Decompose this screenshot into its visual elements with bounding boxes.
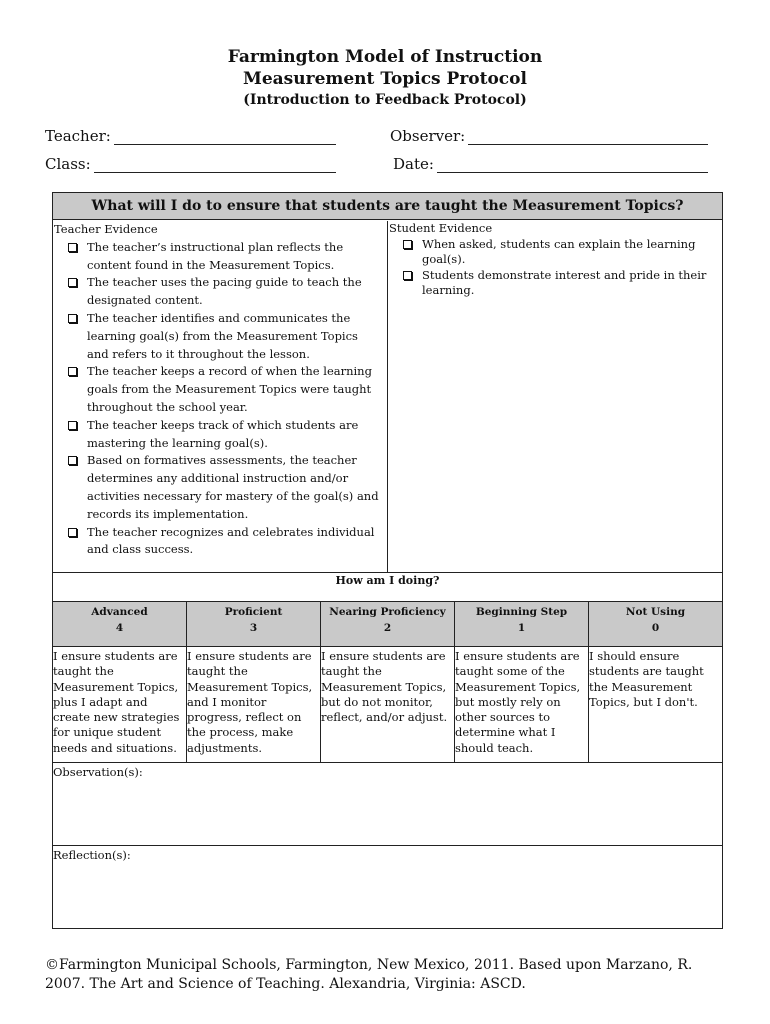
- reflection-label: Reflection(s):: [53, 848, 131, 862]
- scale-column-not-using[interactable]: [589, 602, 722, 762]
- teacher-evidence-item: The teacher keeps track of which students are mastering the learning goal(s).: [53, 417, 387, 453]
- scale-level: Not Using: [625, 606, 686, 618]
- scale-score: 3: [249, 622, 258, 634]
- observation-label: Observation(s):: [53, 765, 143, 779]
- teacher-evidence-item: Based on formatives assessments, the teacher determines any additional instruction and/or activities necessary for mastery of the goal(s) and records its implementation.: [53, 452, 387, 523]
- scale-description: I should ensure students are taught the Measurement Topics, but I don't.: [589, 649, 704, 709]
- reflection-box[interactable]: [53, 846, 722, 862]
- student-evidence-heading: Student Evidence: [389, 221, 493, 235]
- scale-description: I ensure students are taught some of the Measurement Topics, but mostly rely on other sources to determine what I should teach.: [455, 649, 581, 755]
- checkbox-icon[interactable]: [403, 240, 412, 249]
- class-field: [45, 155, 336, 173]
- scale-level: Nearing Proficiency: [329, 606, 446, 618]
- observer-label: Observer:: [390, 127, 466, 145]
- question-header: What will I do to ensure that students are taught the Measurement Topics?: [53, 193, 722, 220]
- date-label: Date:: [393, 155, 434, 173]
- teacher-field: [45, 127, 336, 145]
- checkbox-icon[interactable]: [403, 271, 412, 280]
- scale-column-nearing-proficiency[interactable]: [321, 602, 455, 762]
- student-evidence-item: Students demonstrate interest and pride in their learning.: [388, 268, 722, 299]
- teacher-evidence-item: The teacher keeps a record of when the learning goals from the Measurement Topics were taught throughout the school year.: [53, 363, 387, 416]
- scale-level: Proficient: [224, 606, 283, 618]
- document-subtitle: Measurement Topics Protocol: [243, 69, 527, 89]
- scale-column-beginning-step[interactable]: [455, 602, 589, 762]
- class-label: Class:: [45, 155, 91, 173]
- observer-field: [390, 127, 708, 145]
- scale-description: I ensure students are taught the Measurement Topics, and I monitor progress, reflect on the process, make adjustments.: [187, 649, 313, 755]
- student-evidence-item: When asked, students can explain the learning goal(s).: [388, 237, 722, 268]
- checkbox-icon[interactable]: [68, 278, 77, 287]
- how-am-i-doing-heading: How am I doing?: [53, 572, 722, 602]
- date-field: [393, 155, 708, 173]
- checkbox-icon[interactable]: [68, 421, 77, 430]
- rating-scale: [53, 602, 722, 762]
- protocol-form: [52, 192, 723, 929]
- document-subsubtitle: (Introduction to Feedback Protocol): [243, 92, 527, 108]
- checkbox-icon[interactable]: [68, 367, 77, 376]
- teacher-line[interactable]: [114, 130, 336, 145]
- scale-column-proficient[interactable]: [187, 602, 321, 762]
- checkbox-icon[interactable]: [68, 314, 77, 323]
- scale-level: Beginning Step: [475, 606, 568, 618]
- scale-score: 2: [383, 622, 392, 634]
- teacher-evidence-item: The teacher’s instructional plan reflects the content found in the Measurement Topics.: [53, 239, 387, 275]
- class-line[interactable]: [94, 158, 336, 173]
- checkbox-icon[interactable]: [68, 243, 77, 252]
- scale-score: 0: [651, 622, 660, 634]
- scale-level: Advanced: [91, 606, 148, 618]
- scale-column-advanced[interactable]: [53, 602, 187, 762]
- copyright-footer: ©Farmington Municipal Schools, Farmington, New Mexico, 2011. Based upon Marzano, R. 2007. The Art and Science of Teaching. Alexandria, Virginia: ASCD.: [45, 957, 693, 992]
- scale-description: I ensure students are taught the Measurement Topics, but do not monitor, reflect, and/or adjust.: [321, 649, 448, 725]
- teacher-evidence-section: [53, 221, 388, 573]
- teacher-evidence-item: The teacher uses the pacing guide to teach the designated content.: [53, 274, 387, 310]
- scale-score: 1: [517, 622, 526, 634]
- teacher-evidence-heading: Teacher Evidence: [54, 222, 158, 236]
- checkbox-icon[interactable]: [68, 456, 77, 465]
- observer-line[interactable]: [468, 130, 708, 145]
- teacher-label: Teacher:: [45, 127, 111, 145]
- student-evidence-section: [388, 221, 722, 573]
- teacher-evidence-item: The teacher recognizes and celebrates individual and class success.: [53, 524, 387, 560]
- date-line[interactable]: [437, 158, 708, 173]
- document-title: Farmington Model of Instruction: [227, 47, 543, 67]
- scale-description: I ensure students are taught the Measurement Topics, plus I adapt and create new strategies for unique student needs and situations.: [53, 649, 180, 755]
- observation-box[interactable]: [53, 762, 722, 846]
- checkbox-icon[interactable]: [68, 528, 77, 537]
- teacher-evidence-item: The teacher identifies and communicates the learning goal(s) from the Measurement Topics and refers to it throughout the lesson.: [53, 310, 387, 363]
- scale-score: 4: [115, 622, 124, 634]
